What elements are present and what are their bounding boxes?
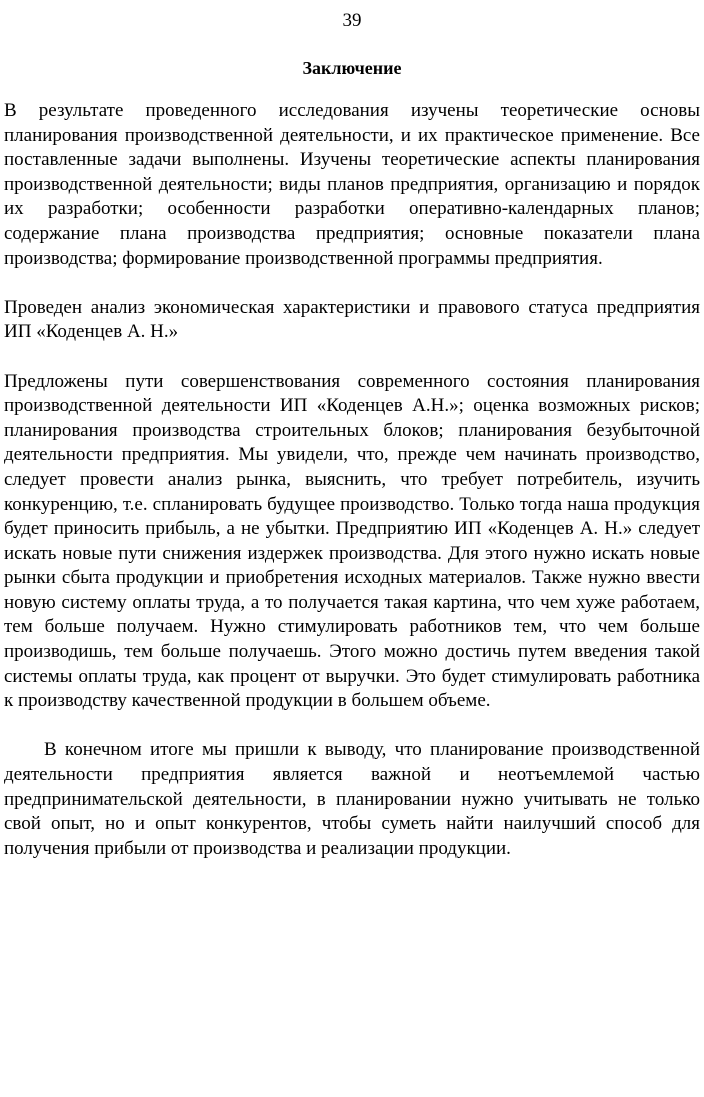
section-title: Заключение [302,58,402,78]
paragraph-research-results: В результате проведенного исследования изучены теоретические основы планирования производственной деятельности, и их практическое применение. Все поставленные задачи выполнены. Изучены теоретические аспекты планирования производственной деятельности; виды планов предприятия, организацию и порядок их разработки; особенности разработки оперативно-календарных планов; содержание плана производства предприятия; основные показатели плана производства; формирование производственной программы предприятия. [4,100,700,269]
paragraph-improvements: Предложены пути совершенствования современного состояния планирования производственной деятельности ИП «Коденцев А.Н.»; оценка возможных рисков; планирования производства строительных блоков; планирования безубыточной деятельности предприятия. Мы увидели, что, прежде чем начинать производство, следует провести анализ рынка, выяснить, что требует потребитель, изучить конкуренцию, т.е. спланировать будущее производство. Только тогда наша продукция будет приносить прибыль, а не убытки. Предприятию ИП «Коденцев А. Н.» следует искать новые пути снижения издержек производства. Для этого нужно искать новые рынки сбыта продукции и приобретения исходных материалов. Также нужно ввести новую систему оплаты труда, а то получается такая картина, что чем хуже работаем, тем больше получаем. Нужно стимулировать работников тем, что чем больше производишь, тем больше получаешь. Этого можно достичь путем введения такой системы оплаты труда, как процент от выручки. Это будет стимулировать работника к производству качественной продукции в большем объеме. [4,370,700,712]
paragraph-analysis: Проведен анализ экономическая характеристики и правового статуса предприятия ИП «Коденцев А. Н.» [4,296,700,343]
page-number: 39 [342,10,362,31]
paragraph-conclusion: В конечном итоге мы пришли к выводу, что планирование производственной деятельности предприятия является важной и неотъемлемой частью предпринимательской деятельности, в планировании нужно учитывать не только свой опыт, но и опыт конкурентов, чтобы суметь найти наилучший способ для получения прибыли от производства и реализации продукции. [4,739,700,859]
body-text [4,99,700,861]
